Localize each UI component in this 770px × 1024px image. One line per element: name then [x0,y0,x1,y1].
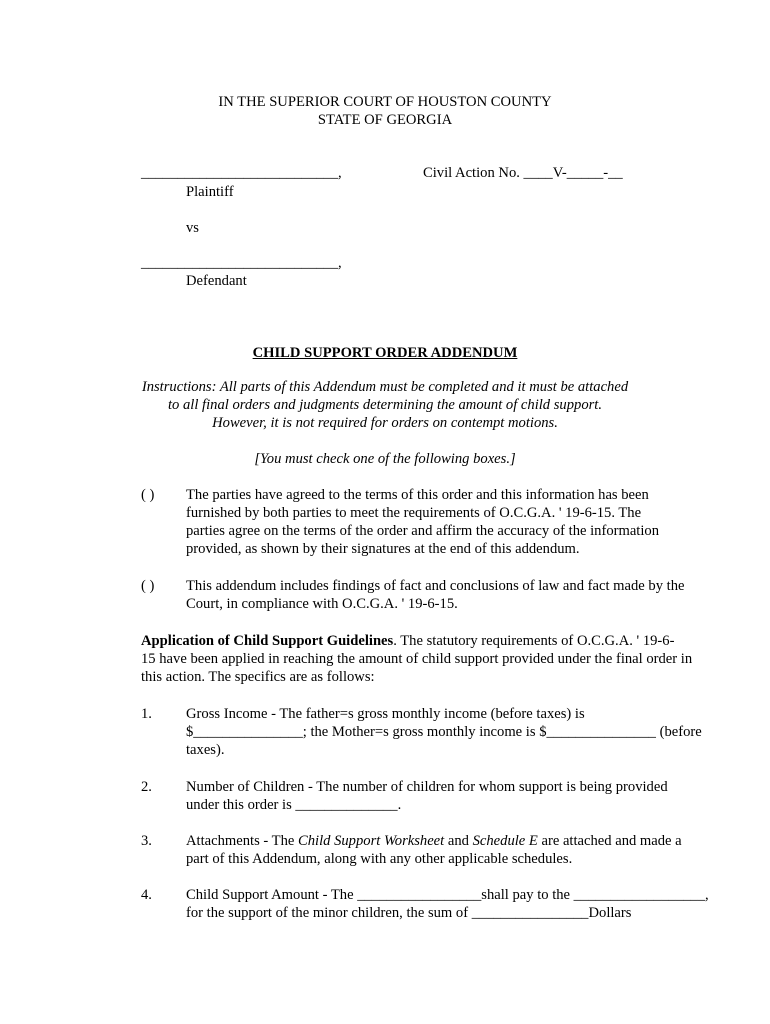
checkbox-court-findings[interactable]: ( ) [141,578,155,594]
item-2-number: 2. [141,779,152,795]
state-heading: STATE OF GEORGIA [317,112,453,128]
vs-label: vs [186,220,199,236]
item-3-text-c: and [444,833,473,849]
item-3-line-2: part of this Addendum, along with any other applicable schedules. [186,851,573,867]
findings-text-line-1: This addendum includes findings of fact and conclusions of law and fact made by the [186,578,685,594]
instructions-line-1: Instructions: All parts of this Addendum must be completed and it must be attached [141,379,629,395]
application-line-1-rest: . The statutory requirements of O.C.G.A. ' 19-6- [393,633,675,649]
defendant-label: Defendant [186,273,247,289]
item-1-number: 1. [141,706,152,722]
document-title: CHILD SUPPORT ORDER ADDENDUM [252,345,518,361]
item-1-line-3: taxes). [186,742,225,758]
plaintiff-label: Plaintiff [186,184,234,200]
item-4-number: 4. [141,887,152,903]
item-4-line-2[interactable]: for the support of the minor children, the sum of ________________Dollars [186,905,632,921]
item-1-line-2[interactable]: $_______________; the Mother=s gross monthly income is $_______________ (before [186,724,702,740]
instructions-line-2: to all final orders and judgments determining the amount of child support. [167,397,602,413]
agreed-text-line-1: The parties have agreed to the terms of this order and this information has been [186,487,649,503]
agreed-text-line-2: furnished by both parties to meet the requirements of O.C.G.A. ' 19-6-15. The [186,505,642,521]
checkbox-agreed[interactable]: ( ) [141,487,155,503]
agreed-text-line-3: parties agree on the terms of the order and affirm the accuracy of the information [186,523,660,539]
item-3-number: 3. [141,833,152,849]
application-line-1 [141,632,674,650]
check-note: [You must check one of the following boxes.] [254,451,516,467]
item-3-text-e: are attached and made a [537,833,682,849]
instructions-line-3: However, it is not required for orders on contempt motions. [212,415,558,431]
application-line-2: 15 have been applied in reaching the amount of child support provided under the final order in [141,651,693,667]
plaintiff-blank: ___________________________, [141,165,342,181]
schedule-e-ref: Schedule E [472,833,538,849]
civil-action-number: Civil Action No. ____V-_____-__ [423,165,623,181]
item-1-line-1: Gross Income - The father=s gross monthly income (before taxes) is [186,706,585,722]
findings-text-line-2: Court, in compliance with O.C.G.A. ' 19-6-15. [186,596,458,612]
court-heading: IN THE SUPERIOR COURT OF HOUSTON COUNTY [218,94,552,110]
item-2-line-2[interactable]: under this order is ______________. [186,797,402,813]
item-2-line-1: Number of Children - The number of children for whom support is being provided [186,779,668,795]
defendant-blank: ___________________________, [141,255,342,271]
item-3-text-a: Attachments - The [186,833,298,849]
agreed-text-line-4: provided, as shown by their signatures at the end of this addendum. [186,541,580,557]
child-support-worksheet-ref: Child Support Worksheet [298,833,445,849]
item-3-line-1 [186,832,682,850]
item-4-line-1[interactable]: Child Support Amount - The _________________shall pay to the __________________, [186,887,709,903]
application-heading: Application of Child Support Guidelines [141,633,394,649]
application-line-3: this action. The specifics are as follows: [141,669,375,685]
